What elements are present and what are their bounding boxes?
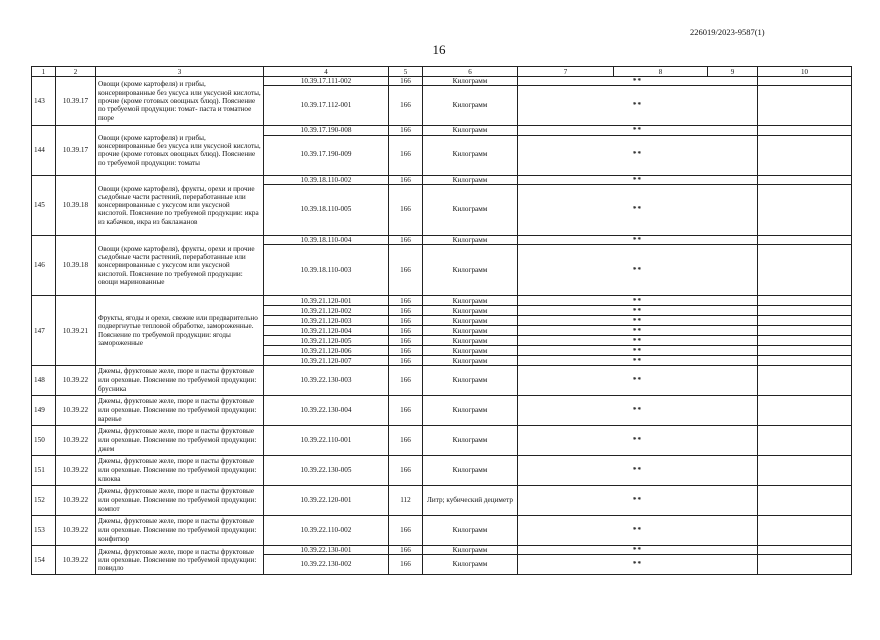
unit-code: 166 bbox=[389, 184, 423, 235]
unit-name: Килограмм bbox=[423, 235, 518, 244]
unit-name: Килограмм bbox=[423, 175, 518, 184]
okpd-code: 10.39.22.130-001 bbox=[264, 546, 389, 555]
product-description: Джемы, фруктовые желе, пюре и пасты фруктовые или ореховые. Пояснение по требуемой продукции: брусника bbox=[96, 366, 264, 396]
row-number: 146 bbox=[32, 235, 56, 295]
okpd-section-code: 10.39.17 bbox=[56, 126, 96, 175]
column-9-cell bbox=[758, 77, 852, 86]
okpd-code: 10.39.18.110-002 bbox=[264, 175, 389, 184]
column-9-cell bbox=[758, 486, 852, 516]
price-mark: ** bbox=[518, 184, 758, 235]
product-description: Джемы, фруктовые желе, пюре и пасты фруктовые или ореховые. Пояснение по требуемой продукции: повидло bbox=[96, 546, 264, 575]
unit-code: 166 bbox=[389, 555, 423, 575]
row-number: 153 bbox=[32, 516, 56, 546]
okpd-section-code: 10.39.18 bbox=[56, 235, 96, 295]
unit-name: Килограмм bbox=[423, 135, 518, 175]
product-description: Овощи (кроме картофеля) и грибы, консервированные без уксуса или уксусной кислоты, прочие (кроме готовых овощных блюд). Пояснение по требуемой продукции: томат- паста и томатное пюре bbox=[96, 77, 264, 126]
okpd-code: 10.39.22.120-001 bbox=[264, 486, 389, 516]
price-mark: ** bbox=[518, 555, 758, 575]
price-mark: ** bbox=[518, 346, 758, 356]
unit-name: Литр; кубический дециметр bbox=[423, 486, 518, 516]
unit-code: 166 bbox=[389, 366, 423, 396]
okpd-code: 10.39.21.120-002 bbox=[264, 306, 389, 316]
price-mark: ** bbox=[518, 86, 758, 126]
okpd-code: 10.39.22.130-003 bbox=[264, 366, 389, 396]
unit-name: Килограмм bbox=[423, 356, 518, 366]
unit-code: 166 bbox=[389, 426, 423, 456]
product-description: Джемы, фруктовые желе, пюре и пасты фруктовые или ореховые. Пояснение по требуемой продукции: конфитюр bbox=[96, 516, 264, 546]
unit-code: 166 bbox=[389, 356, 423, 366]
unit-name: Килограмм bbox=[423, 77, 518, 86]
unit-name: Килограмм bbox=[423, 86, 518, 126]
okpd-section-code: 10.39.22 bbox=[56, 366, 96, 396]
column-9-cell bbox=[758, 366, 852, 396]
column-9-cell bbox=[758, 326, 852, 336]
row-number: 151 bbox=[32, 456, 56, 486]
unit-code: 166 bbox=[389, 296, 423, 306]
price-mark: ** bbox=[518, 135, 758, 175]
okpd-section-code: 10.39.18 bbox=[56, 175, 96, 235]
product-description: Овощи (кроме картофеля), фрукты, орехи и прочие съедобные части растений, переработанные или консервированные с уксусом или уксусной кислотой. Пояснение по требуемой продукции: икра из кабачков, икра из баклажанов bbox=[96, 175, 264, 235]
column-header: 5 bbox=[389, 67, 423, 77]
okpd-code: 10.39.22.130-004 bbox=[264, 396, 389, 426]
price-mark: ** bbox=[518, 77, 758, 86]
unit-name: Килограмм bbox=[423, 184, 518, 235]
table-row bbox=[32, 396, 852, 426]
okpd-section-code: 10.39.17 bbox=[56, 77, 96, 126]
column-9-cell bbox=[758, 346, 852, 356]
page-number: 16 bbox=[432, 42, 446, 57]
product-description: Джемы, фруктовые желе, пюре и пасты фруктовые или ореховые. Пояснение по требуемой продукции: клюква bbox=[96, 456, 264, 486]
unit-name: Килограмм bbox=[423, 426, 518, 456]
product-description: Джемы, фруктовые желе, пюре и пасты фруктовые или ореховые. Пояснение по требуемой продукции: компот bbox=[96, 486, 264, 516]
unit-name: Килограмм bbox=[423, 456, 518, 486]
column-9-cell bbox=[758, 426, 852, 456]
row-number: 149 bbox=[32, 396, 56, 426]
table-row bbox=[32, 366, 852, 396]
unit-code: 166 bbox=[389, 86, 423, 126]
price-mark: ** bbox=[518, 366, 758, 396]
column-9-cell bbox=[758, 235, 852, 244]
column-header: 7 bbox=[518, 67, 614, 77]
okpd-code: 10.39.18.110-004 bbox=[264, 235, 389, 244]
unit-code: 166 bbox=[389, 135, 423, 175]
okpd-code: 10.39.17.190-008 bbox=[264, 126, 389, 135]
price-mark: ** bbox=[518, 126, 758, 135]
column-header: 4 bbox=[264, 67, 389, 77]
row-number: 143 bbox=[32, 77, 56, 126]
unit-code: 166 bbox=[389, 546, 423, 555]
row-number: 150 bbox=[32, 426, 56, 456]
product-description: Овощи (кроме картофеля), фрукты, орехи и прочие съедобные части растений, переработанные или консервированные с уксусом или уксусной кислотой. Пояснение по требуемой продукции: овощи маринованные bbox=[96, 235, 264, 295]
okpd-code: 10.39.21.120-006 bbox=[264, 346, 389, 356]
price-mark: ** bbox=[518, 426, 758, 456]
unit-code: 166 bbox=[389, 396, 423, 426]
document-id: 226019/2023-9587(1) bbox=[690, 27, 765, 37]
table-row bbox=[32, 296, 852, 306]
column-9-cell bbox=[758, 396, 852, 426]
column-header: 6 bbox=[423, 67, 518, 77]
product-description: Джемы, фруктовые желе, пюре и пасты фруктовые или ореховые. Пояснение по требуемой продукции: варенье bbox=[96, 396, 264, 426]
row-number: 145 bbox=[32, 175, 56, 235]
table-row bbox=[32, 126, 852, 135]
row-number: 144 bbox=[32, 126, 56, 175]
okpd-code: 10.39.18.110-005 bbox=[264, 184, 389, 235]
okpd-section-code: 10.39.22 bbox=[56, 456, 96, 486]
row-number: 147 bbox=[32, 296, 56, 366]
okpd-section-code: 10.39.22 bbox=[56, 486, 96, 516]
price-mark: ** bbox=[518, 396, 758, 426]
table-body bbox=[32, 77, 852, 575]
okpd-code: 10.39.22.110-001 bbox=[264, 426, 389, 456]
okpd-code: 10.39.18.110-003 bbox=[264, 245, 389, 296]
column-9-cell bbox=[758, 296, 852, 306]
unit-code: 166 bbox=[389, 235, 423, 244]
price-mark: ** bbox=[518, 456, 758, 486]
price-mark: ** bbox=[518, 326, 758, 336]
unit-name: Килограмм bbox=[423, 126, 518, 135]
unit-code: 166 bbox=[389, 175, 423, 184]
table-row bbox=[32, 426, 852, 456]
okpd-section-code: 10.39.21 bbox=[56, 296, 96, 366]
okpd-code: 10.39.21.120-004 bbox=[264, 326, 389, 336]
column-9-cell bbox=[758, 316, 852, 326]
table-row bbox=[32, 456, 852, 486]
unit-code: 166 bbox=[389, 316, 423, 326]
unit-name: Килограмм bbox=[423, 516, 518, 546]
column-9-cell bbox=[758, 126, 852, 135]
unit-name: Килограмм bbox=[423, 245, 518, 296]
price-mark: ** bbox=[518, 336, 758, 346]
column-9-cell bbox=[758, 306, 852, 316]
unit-name: Килограмм bbox=[423, 546, 518, 555]
column-9-cell bbox=[758, 175, 852, 184]
unit-code: 112 bbox=[389, 486, 423, 516]
unit-name: Килограмм bbox=[423, 306, 518, 316]
price-mark: ** bbox=[518, 546, 758, 555]
column-header: 3 bbox=[96, 67, 264, 77]
table-header-row bbox=[32, 67, 852, 77]
okpd-code: 10.39.17.112-001 bbox=[264, 86, 389, 126]
unit-code: 166 bbox=[389, 245, 423, 296]
price-mark: ** bbox=[518, 486, 758, 516]
product-description: Фрукты, ягоды и орехи, свежие или предварительно подвергнутые тепловой обработке, замороженные. Пояснение по требуемой продукции: ягоды замороженные bbox=[96, 296, 264, 366]
unit-code: 166 bbox=[389, 346, 423, 356]
okpd-code: 10.39.17.190-009 bbox=[264, 135, 389, 175]
unit-code: 166 bbox=[389, 336, 423, 346]
table-row bbox=[32, 175, 852, 184]
table-row bbox=[32, 486, 852, 516]
column-9-cell bbox=[758, 555, 852, 575]
column-header: 10 bbox=[758, 67, 852, 77]
price-mark: ** bbox=[518, 296, 758, 306]
unit-name: Килограмм bbox=[423, 366, 518, 396]
okpd-code: 10.39.21.120-007 bbox=[264, 356, 389, 366]
column-9-cell bbox=[758, 456, 852, 486]
registry-table bbox=[31, 66, 852, 575]
unit-name: Килограмм bbox=[423, 346, 518, 356]
unit-name: Килограмм bbox=[423, 555, 518, 575]
price-mark: ** bbox=[518, 245, 758, 296]
product-description: Овощи (кроме картофеля) и грибы, консервированные без уксуса или уксусной кислоты, прочие (кроме готовых овощных блюд). Пояснение по требуемой продукции: томаты bbox=[96, 126, 264, 175]
price-mark: ** bbox=[518, 316, 758, 326]
price-mark: ** bbox=[518, 306, 758, 316]
okpd-code: 10.39.21.120-003 bbox=[264, 316, 389, 326]
unit-name: Килограмм bbox=[423, 396, 518, 426]
okpd-section-code: 10.39.22 bbox=[56, 426, 96, 456]
okpd-section-code: 10.39.22 bbox=[56, 516, 96, 546]
table-row bbox=[32, 77, 852, 86]
okpd-code: 10.39.22.130-002 bbox=[264, 555, 389, 575]
unit-code: 166 bbox=[389, 456, 423, 486]
okpd-code: 10.39.22.130-005 bbox=[264, 456, 389, 486]
row-number: 154 bbox=[32, 546, 56, 575]
column-header: 2 bbox=[56, 67, 96, 77]
unit-name: Килограмм bbox=[423, 326, 518, 336]
okpd-code: 10.39.21.120-001 bbox=[264, 296, 389, 306]
price-mark: ** bbox=[518, 235, 758, 244]
unit-code: 166 bbox=[389, 326, 423, 336]
row-number: 148 bbox=[32, 366, 56, 396]
unit-code: 166 bbox=[389, 126, 423, 135]
column-9-cell bbox=[758, 546, 852, 555]
column-9-cell bbox=[758, 356, 852, 366]
unit-name: Килограмм bbox=[423, 296, 518, 306]
unit-code: 166 bbox=[389, 516, 423, 546]
column-9-cell bbox=[758, 184, 852, 235]
unit-code: 166 bbox=[389, 306, 423, 316]
table-row bbox=[32, 516, 852, 546]
column-9-cell bbox=[758, 86, 852, 126]
column-header: 8 bbox=[614, 67, 708, 77]
price-mark: ** bbox=[518, 516, 758, 546]
price-mark: ** bbox=[518, 356, 758, 366]
unit-name: Килограмм bbox=[423, 336, 518, 346]
unit-name: Килограмм bbox=[423, 316, 518, 326]
column-9-cell bbox=[758, 336, 852, 346]
okpd-code: 10.39.22.110-002 bbox=[264, 516, 389, 546]
row-number: 152 bbox=[32, 486, 56, 516]
table-row bbox=[32, 235, 852, 244]
table-row bbox=[32, 546, 852, 555]
okpd-section-code: 10.39.22 bbox=[56, 396, 96, 426]
price-mark: ** bbox=[518, 175, 758, 184]
column-9-cell bbox=[758, 245, 852, 296]
unit-code: 166 bbox=[389, 77, 423, 86]
column-header: 9 bbox=[708, 67, 758, 77]
okpd-section-code: 10.39.22 bbox=[56, 546, 96, 575]
okpd-code: 10.39.21.120-005 bbox=[264, 336, 389, 346]
column-header: 1 bbox=[32, 67, 56, 77]
column-9-cell bbox=[758, 135, 852, 175]
column-9-cell bbox=[758, 516, 852, 546]
okpd-code: 10.39.17.111-002 bbox=[264, 77, 389, 86]
product-description: Джемы, фруктовые желе, пюре и пасты фруктовые или ореховые. Пояснение по требуемой продукции: джем bbox=[96, 426, 264, 456]
